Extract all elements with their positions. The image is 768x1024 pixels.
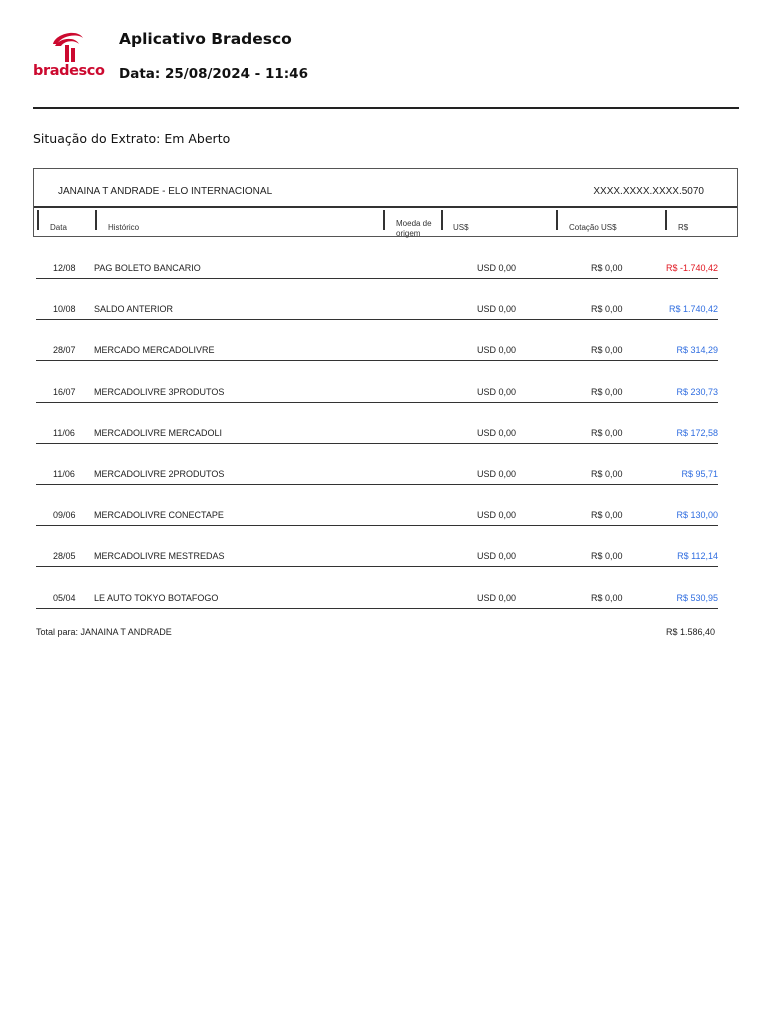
- row-brl: R$ 130,00: [676, 510, 718, 520]
- column-separator: [556, 210, 558, 230]
- total-label: Total para: JANAINA T ANDRADE: [36, 627, 172, 637]
- row-usd: USD 0,00: [477, 593, 517, 603]
- card-header-box: [33, 168, 738, 237]
- row-date: 10/08: [53, 304, 76, 314]
- column-separator: [441, 210, 443, 230]
- row-quote: R$ 0,00: [591, 345, 623, 355]
- row-divider: [36, 566, 718, 567]
- card-divider: [34, 206, 737, 208]
- column-separator: [383, 210, 385, 230]
- row-quote: R$ 0,00: [591, 304, 623, 314]
- row-brl: R$ 230,73: [676, 387, 718, 397]
- row-date: 28/05: [53, 551, 76, 561]
- row-divider: [36, 443, 718, 444]
- row-date: 28/07: [53, 345, 76, 355]
- col-header-origin-currency: [396, 219, 432, 239]
- card-number: XXXX.XXXX.XXXX.5070: [593, 186, 704, 197]
- row-history: MERCADOLIVRE MERCADOLI: [94, 428, 223, 438]
- column-separator: [95, 210, 97, 230]
- row-history: MERCADOLIVRE MESTREDAS: [94, 551, 225, 561]
- row-brl: R$ 1.740,42: [668, 304, 718, 314]
- row-divider: [36, 360, 718, 361]
- row-brl: R$ 314,29: [676, 345, 718, 355]
- row-history: MERCADOLIVRE 3PRODUTOS: [94, 387, 225, 397]
- row-divider: [36, 319, 718, 320]
- col-header-origin-line2: origem: [396, 229, 421, 238]
- row-quote: R$ 0,00: [591, 263, 623, 273]
- row-divider: [36, 484, 718, 485]
- col-header-quote: Cotação US$: [569, 223, 617, 232]
- row-brl: R$ 172,58: [676, 428, 718, 438]
- row-history: PAG BOLETO BANCARIO: [94, 263, 201, 273]
- row-date: 11/06: [53, 428, 75, 438]
- row-quote: R$ 0,00: [591, 428, 623, 438]
- col-header-usd: US$: [453, 223, 469, 232]
- bradesco-tree-icon: [49, 30, 87, 64]
- col-header-date: Data: [50, 223, 67, 232]
- row-brl: R$ 112,14: [677, 551, 718, 561]
- row-date: 16/07: [53, 387, 76, 397]
- row-quote: R$ 0,00: [591, 387, 623, 397]
- row-date: 12/08: [53, 263, 76, 273]
- row-history: SALDO ANTERIOR: [94, 304, 174, 314]
- col-header-origin-line1: Moeda de: [396, 219, 432, 228]
- logo-wordmark: bradesco: [33, 63, 105, 79]
- col-header-brl: R$: [678, 223, 689, 232]
- total-value: R$ 1.586,40: [665, 627, 715, 637]
- statement-status: Situação do Extrato: Em Aberto: [33, 131, 231, 146]
- card-holder: JANAINA T ANDRADE - ELO INTERNACIONAL: [58, 186, 273, 197]
- row-date: 05/04: [53, 593, 76, 603]
- row-divider: [36, 278, 718, 279]
- row-date: 11/06: [53, 469, 75, 479]
- row-usd: USD 0,00: [477, 510, 517, 520]
- row-usd: USD 0,00: [477, 551, 517, 561]
- report-date: Data: 25/08/2024 - 11:46: [119, 66, 308, 82]
- row-history: MERCADOLIVRE CONECTAPE: [94, 510, 224, 520]
- row-history: LE AUTO TOKYO BOTAFOGO: [94, 593, 219, 603]
- row-brl: R$ 530,95: [676, 593, 718, 603]
- app-title: Aplicativo Bradesco: [119, 30, 292, 48]
- col-header-history: Histórico: [108, 223, 140, 232]
- row-usd: USD 0,00: [477, 428, 517, 438]
- row-usd: USD 0,00: [477, 469, 517, 479]
- row-usd: USD 0,00: [477, 263, 517, 273]
- row-usd: USD 0,00: [477, 304, 517, 314]
- row-brl: R$ 95,71: [681, 469, 718, 479]
- row-date: 09/06: [53, 510, 76, 520]
- row-divider: [36, 608, 718, 609]
- column-separator: [37, 210, 39, 230]
- bradesco-logo: [33, 30, 105, 82]
- row-history: MERCADO MERCADOLIVRE: [94, 345, 215, 355]
- row-quote: R$ 0,00: [591, 469, 623, 479]
- row-divider: [36, 525, 718, 526]
- header-divider: [33, 107, 739, 109]
- row-quote: R$ 0,00: [591, 593, 623, 603]
- row-history: MERCADOLIVRE 2PRODUTOS: [94, 469, 225, 479]
- row-quote: R$ 0,00: [591, 551, 623, 561]
- row-usd: USD 0,00: [477, 387, 517, 397]
- row-brl: R$ -1.740,42: [665, 263, 718, 273]
- row-usd: USD 0,00: [477, 345, 517, 355]
- column-separator: [665, 210, 667, 230]
- row-divider: [36, 402, 718, 403]
- row-quote: R$ 0,00: [591, 510, 623, 520]
